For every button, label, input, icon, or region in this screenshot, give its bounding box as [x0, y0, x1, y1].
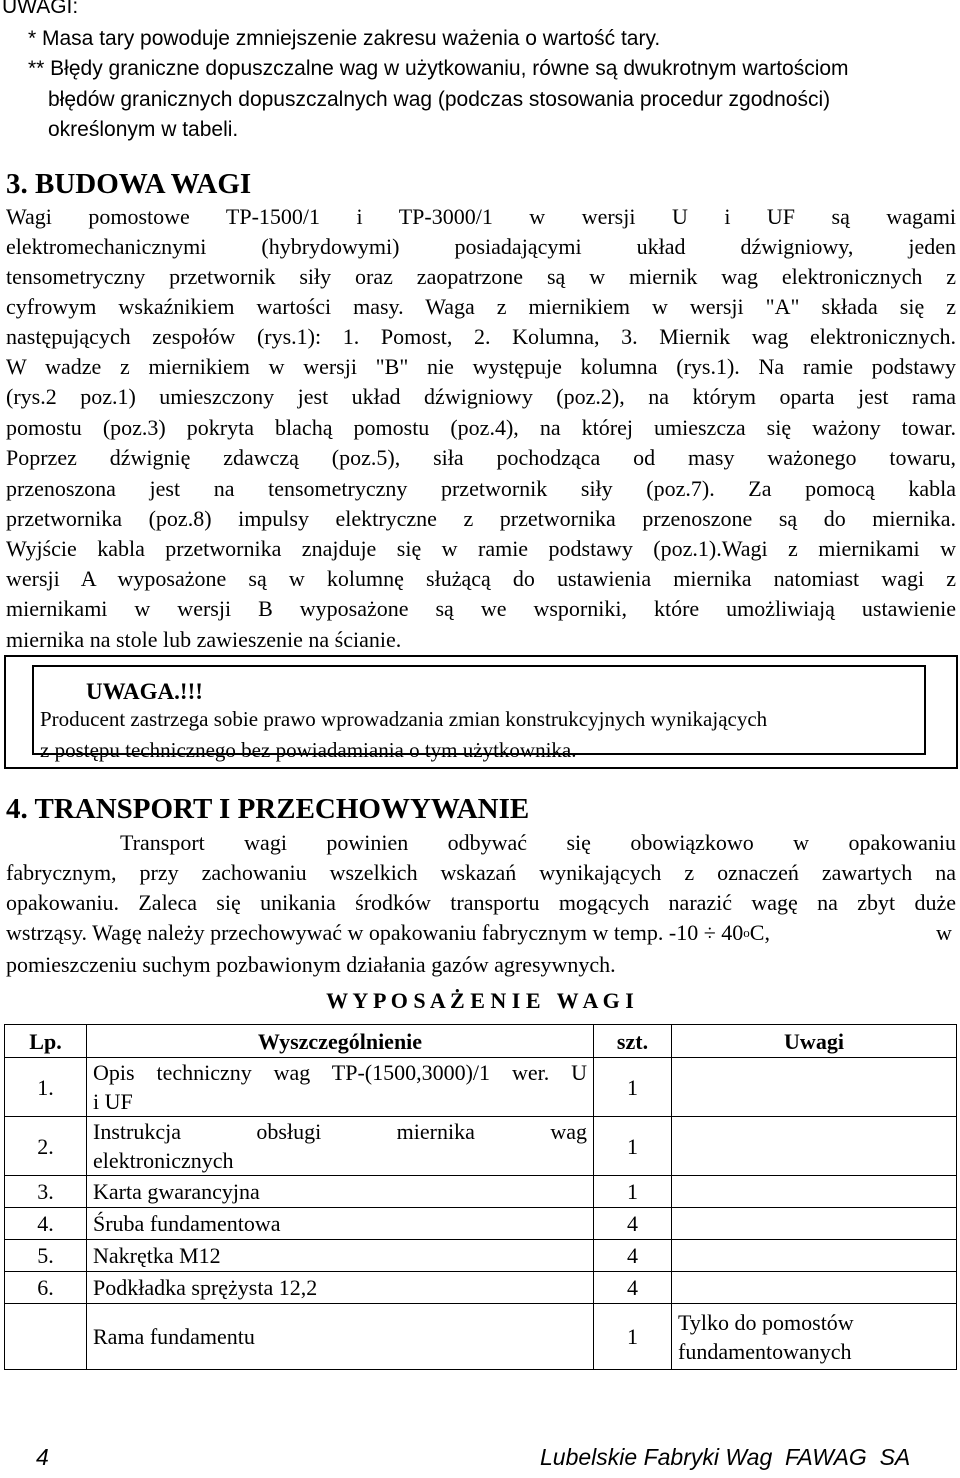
row-item-line: i UF: [93, 1089, 133, 1114]
table-row: [5, 1117, 957, 1176]
section-4-line: opakowaniu. Zaleca się unikania środków transportu mogących narazić wagę na zbyt duże: [6, 890, 956, 915]
warning-box: [32, 665, 926, 762]
row-qty: 1: [594, 1176, 672, 1208]
table-row: [5, 1176, 957, 1208]
table-row: [5, 1208, 957, 1240]
row-item: [87, 1117, 594, 1176]
equipment-table: [4, 1024, 957, 1370]
row-notes: [672, 1304, 957, 1370]
section-4-line: Transport wagi powinien odbywać się obowiązkowo w opakowaniu: [120, 830, 956, 855]
page-number: 4: [36, 1444, 49, 1470]
section-3-line: Poprzez dźwignię zdawczą (poz.5), siła pochodząca od masy ważonego towaru,: [6, 445, 956, 470]
section-3-heading: 3. BUDOWA WAGI: [6, 168, 252, 200]
remarks-title: UWAGI:: [2, 0, 79, 18]
row-notes: [672, 1058, 957, 1117]
row-lp: 5.: [5, 1240, 87, 1272]
row-lp: 2.: [5, 1117, 87, 1176]
section-3-line: następujących zespołów (rys.1): 1. Pomost, 2. Kolumna, 3. Miernik wag elektronicznych.: [6, 324, 956, 349]
row-lp: 4.: [5, 1208, 87, 1240]
table-header-row: [5, 1025, 957, 1058]
row-item-line: Opis techniczny wag TP-(1500,3000)/1 wer. U: [93, 1060, 587, 1085]
equipment-title: W Y P O S A Ż E N I E W A G I: [326, 988, 634, 1013]
row-item: Śruba fundamentowa: [87, 1208, 594, 1240]
section-3-line: cyfrowym wskaźnikiem wartości masy. Waga z miernikiem w wersji "A" składa się z: [6, 294, 956, 319]
section-4-temp-line: [6, 918, 770, 948]
warning-line-1: Producent zastrzega sobie prawo wprowadzania zmian konstrukcyjnych wynikających: [40, 707, 768, 731]
row-notes: [672, 1176, 957, 1208]
section-4-line: fabrycznym, przy zachowaniu wszelkich wskazań wynikających z oznaczeń zawartych na: [6, 860, 956, 885]
warning-title: UWAGA.!!!: [86, 679, 203, 704]
section-3-line: tensometryczny przetwornik siły oraz zaopatrzone są w miernik wag elektronicznych z: [6, 264, 956, 289]
remark-note-2-line-2: błędów granicznych dopuszczalnych wag (podczas stosowania procedur zgodności): [48, 88, 831, 111]
degree-superscript: o: [743, 925, 750, 940]
column-header-item: Wyszczególnienie: [87, 1025, 594, 1058]
section-4-heading: 4. TRANSPORT I PRZECHOWYWANIE: [6, 793, 530, 825]
section-3-line: miernika na stole lub zawieszenie na ścianie.: [6, 627, 402, 652]
row-notes: [672, 1208, 957, 1240]
row-item: Karta gwarancyjna: [87, 1176, 594, 1208]
section-3-line: przenoszona jest na tensometryczny przetwornik siły (poz.7). Za pomocą kabla: [6, 476, 956, 501]
remark-note-1: * Masa tary powoduje zmniejszenie zakresu ważenia o wartość tary.: [28, 27, 661, 50]
section-3-line: przetwornika (poz.8) impulsy elektryczne z przetwornika przenoszone są do miernika.: [6, 506, 956, 531]
row-lp: 6.: [5, 1272, 87, 1304]
row-notes-line: Tylko do pomostów: [678, 1309, 854, 1335]
temp-unit: C,: [749, 920, 770, 945]
table-row: [5, 1304, 957, 1370]
row-notes-line: fundamentowanych: [678, 1338, 852, 1364]
remark-note-2-line-1: ** Błędy graniczne dopuszczalne wag w użytkowaniu, równe są dwukrotnym wartościom: [28, 57, 849, 80]
row-qty: 1: [594, 1058, 672, 1117]
row-lp: 3.: [5, 1176, 87, 1208]
row-qty: 4: [594, 1208, 672, 1240]
section-3-line: W wadze z miernikiem w wersji "B" nie występuje kolumna (rys.1). Na ramie podstawy: [6, 354, 956, 379]
section-3-line: (rys.2 poz.1) umieszczony jest układ dźwigniowy (poz.2), na którym oparta jest rama: [6, 384, 956, 409]
row-item: [87, 1058, 594, 1117]
section-4-line: wstrząsy. Wagę należy przechowywać w opakowaniu fabrycznym w temp. -10 ÷ 40: [6, 920, 744, 945]
footer-company: Lubelskie Fabryki Wag FAWAG SA: [540, 1444, 911, 1470]
section-3-line: miernikami w wersji B wyposażone są we wsporniki, które umożliwiają ustawienie: [6, 596, 956, 621]
section-3-line: Wagi pomostowe TP-1500/1 i TP-3000/1 w wersji U i UF są wagami: [6, 204, 956, 229]
table-row: [5, 1272, 957, 1304]
row-qty: 4: [594, 1240, 672, 1272]
warning-box-outer: [4, 655, 958, 769]
row-item: Nakrętka M12: [87, 1240, 594, 1272]
row-notes: [672, 1272, 957, 1304]
table-row: [5, 1240, 957, 1272]
row-item-line: Instrukcja obsługi miernika wag: [93, 1119, 587, 1144]
section-3-line: pomostu (poz.3) pokryta blachą pomostu (poz.4), na której umieszcza się ważony towar.: [6, 415, 956, 440]
column-header-lp: Lp.: [5, 1025, 87, 1058]
row-qty: 4: [594, 1272, 672, 1304]
section-4-last-line: pomieszczeniu suchym pozbawionym działania gazów agresywnych.: [6, 952, 616, 977]
row-item: Rama fundamentu: [87, 1304, 594, 1370]
row-item-line: elektronicznych: [93, 1148, 234, 1173]
remark-note-2-line-3: określonym w tabeli.: [48, 118, 239, 141]
table-row: [5, 1058, 957, 1117]
row-qty: 1: [594, 1304, 672, 1370]
section-3-line: Wyjście kabla przetwornika znajduje się w ramie podstawy (poz.1).Wagi z miernikami w: [6, 536, 956, 561]
column-header-qty: szt.: [594, 1025, 672, 1058]
row-qty: 1: [594, 1117, 672, 1176]
row-lp: [5, 1304, 87, 1370]
row-notes: [672, 1117, 957, 1176]
column-header-notes: Uwagi: [672, 1025, 957, 1058]
section-4-temp-tail: w: [936, 920, 952, 945]
row-notes: [672, 1240, 957, 1272]
row-lp: 1.: [5, 1058, 87, 1117]
section-3-line: elektromechanicznymi (hybrydowymi) posiadającymi układ dźwigniowy, jeden: [6, 234, 956, 259]
row-item: Podkładka sprężysta 12,2: [87, 1272, 594, 1304]
section-3-line: wersji A wyposażone są w kolumnę służącą do ustawienia miernika natomiast wagi z: [6, 566, 956, 591]
warning-line-2: z postępu technicznego bez powiadamiania o tym użytkownika.: [40, 738, 577, 762]
